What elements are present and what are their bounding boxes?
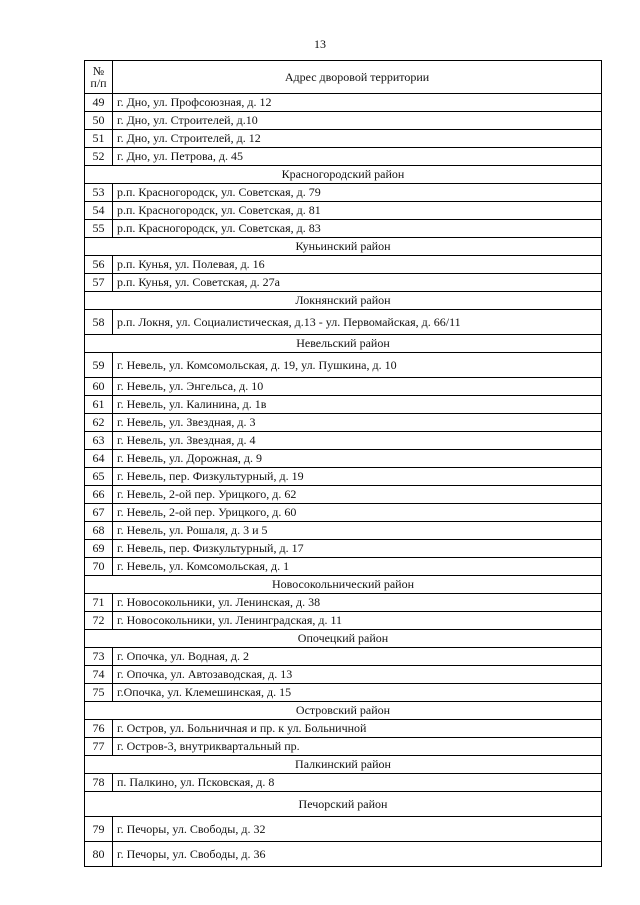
row-address: г. Невель, пер. Физкультурный, д. 19: [113, 468, 602, 486]
district-title: Куньинский район: [85, 238, 602, 256]
table-row: [85, 184, 602, 202]
row-number: 80: [85, 842, 113, 867]
table-row: [85, 540, 602, 558]
row-address: р.п. Кунья, ул. Полевая, д. 16: [113, 256, 602, 274]
row-address: г. Дно, ул. Строителей, д.10: [113, 112, 602, 130]
district-row: [85, 335, 602, 353]
page-number: 13: [314, 37, 326, 51]
row-address: п. Палкино, ул. Псковская, д. 8: [113, 774, 602, 792]
row-address: г. Остров, ул. Больничная и пр. к ул. Больничной: [113, 720, 602, 738]
row-address: г. Невель, ул. Дорожная, д. 9: [113, 450, 602, 468]
district-title: Палкинский район: [85, 756, 602, 774]
row-number: 74: [85, 666, 113, 684]
row-number: 77: [85, 738, 113, 756]
row-number: 76: [85, 720, 113, 738]
table-row: [85, 842, 602, 867]
row-number: 63: [85, 432, 113, 450]
row-address: г. Дно, ул. Профсоюзная, д. 12: [113, 94, 602, 112]
row-address: г. Невель, ул. Звездная, д. 4: [113, 432, 602, 450]
table-row: [85, 432, 602, 450]
district-row: [85, 756, 602, 774]
header-number-line2: п/п: [90, 76, 107, 90]
row-number: 58: [85, 310, 113, 335]
district-row: [85, 702, 602, 720]
row-number: 70: [85, 558, 113, 576]
table-row: [85, 202, 602, 220]
table-row: [85, 220, 602, 238]
district-title: Новосокольнический район: [85, 576, 602, 594]
table-row: [85, 720, 602, 738]
row-address: р.п. Локня, ул. Социалистическая, д.13 - ул. Первомайская, д. 66/11: [113, 310, 602, 335]
district-row: [85, 630, 602, 648]
table-row: [85, 666, 602, 684]
row-address: г. Опочка, ул. Водная, д. 2: [113, 648, 602, 666]
header-number-line1: №: [92, 64, 105, 78]
row-address: г. Невель, ул. Комсомольская, д. 19, ул. Пушкина, д. 10: [113, 353, 602, 378]
row-address: г. Невель, пер. Физкультурный, д. 17: [113, 540, 602, 558]
row-address: р.п. Красногородск, ул. Советская, д. 81: [113, 202, 602, 220]
header-number: [85, 61, 113, 94]
row-number: 57: [85, 274, 113, 292]
row-number: 75: [85, 684, 113, 702]
table-row: [85, 522, 602, 540]
table-row: [85, 256, 602, 274]
table-row: [85, 612, 602, 630]
row-address: г. Невель, ул. Рошаля, д. 3 и 5: [113, 522, 602, 540]
row-number: 71: [85, 594, 113, 612]
table-row: [85, 774, 602, 792]
row-address: г. Опочка, ул. Автозаводская, д. 13: [113, 666, 602, 684]
row-address: г. Дно, ул. Петрова, д. 45: [113, 148, 602, 166]
table-row: [85, 648, 602, 666]
table-row: [85, 94, 602, 112]
row-address: г.Опочка, ул. Клемешинская, д. 15: [113, 684, 602, 702]
header-address: Адрес дворовой территории: [113, 61, 602, 94]
table-row: [85, 738, 602, 756]
table-row: [85, 817, 602, 842]
row-address: г. Остров-3, внутриквартальный пр.: [113, 738, 602, 756]
district-row: [85, 238, 602, 256]
row-address: г. Печоры, ул. Свободы, д. 32: [113, 817, 602, 842]
district-title: Локнянский район: [85, 292, 602, 310]
row-number: 56: [85, 256, 113, 274]
table-row: [85, 594, 602, 612]
row-address: г. Невель, 2-ой пер. Урицкого, д. 62: [113, 486, 602, 504]
row-number: 65: [85, 468, 113, 486]
district-title: Красногородский район: [85, 166, 602, 184]
district-title: Печорский район: [85, 792, 602, 817]
row-number: 55: [85, 220, 113, 238]
row-number: 62: [85, 414, 113, 432]
row-address: г. Невель, ул. Звездная, д. 3: [113, 414, 602, 432]
row-number: 61: [85, 396, 113, 414]
row-address: г. Невель, 2-ой пер. Урицкого, д. 60: [113, 504, 602, 522]
row-number: 59: [85, 353, 113, 378]
row-number: 66: [85, 486, 113, 504]
row-number: 52: [85, 148, 113, 166]
row-address: г. Дно, ул. Строителей, д. 12: [113, 130, 602, 148]
district-title: Опочецкий район: [85, 630, 602, 648]
table-row: [85, 378, 602, 396]
district-row: [85, 292, 602, 310]
row-address: г. Печоры, ул. Свободы, д. 36: [113, 842, 602, 867]
row-number: 49: [85, 94, 113, 112]
district-title: Невельский район: [85, 335, 602, 353]
table-row: [85, 396, 602, 414]
table-row: [85, 148, 602, 166]
row-address: г. Новосокольники, ул. Ленинградская, д. 11: [113, 612, 602, 630]
table-row: [85, 310, 602, 335]
row-number: 73: [85, 648, 113, 666]
row-number: 69: [85, 540, 113, 558]
table-row: [85, 684, 602, 702]
row-number: 54: [85, 202, 113, 220]
table-row: [85, 486, 602, 504]
row-address: р.п. Кунья, ул. Советская, д. 27а: [113, 274, 602, 292]
row-number: 79: [85, 817, 113, 842]
row-number: 68: [85, 522, 113, 540]
row-number: 60: [85, 378, 113, 396]
table-row: [85, 353, 602, 378]
table-row: [85, 414, 602, 432]
row-number: 53: [85, 184, 113, 202]
district-row: [85, 576, 602, 594]
table-row: [85, 130, 602, 148]
row-address: г. Новосокольники, ул. Ленинская, д. 38: [113, 594, 602, 612]
row-number: 78: [85, 774, 113, 792]
row-address: г. Невель, ул. Энгельса, д. 10: [113, 378, 602, 396]
district-title: Островский район: [85, 702, 602, 720]
table-row: [85, 274, 602, 292]
table-header-row: [85, 61, 602, 94]
table-row: [85, 468, 602, 486]
row-address: р.п. Красногородск, ул. Советская, д. 83: [113, 220, 602, 238]
row-address: г. Невель, ул. Калинина, д. 1в: [113, 396, 602, 414]
row-number: 51: [85, 130, 113, 148]
table-row: [85, 504, 602, 522]
table-body: [85, 94, 602, 867]
table-row: [85, 558, 602, 576]
row-number: 50: [85, 112, 113, 130]
row-address: г. Невель, ул. Комсомольская, д. 1: [113, 558, 602, 576]
row-number: 67: [85, 504, 113, 522]
table-row: [85, 112, 602, 130]
district-row: [85, 166, 602, 184]
row-number: 64: [85, 450, 113, 468]
row-address: р.п. Красногородск, ул. Советская, д. 79: [113, 184, 602, 202]
table-row: [85, 450, 602, 468]
row-number: 72: [85, 612, 113, 630]
district-row: [85, 792, 602, 817]
address-table: [84, 60, 602, 867]
